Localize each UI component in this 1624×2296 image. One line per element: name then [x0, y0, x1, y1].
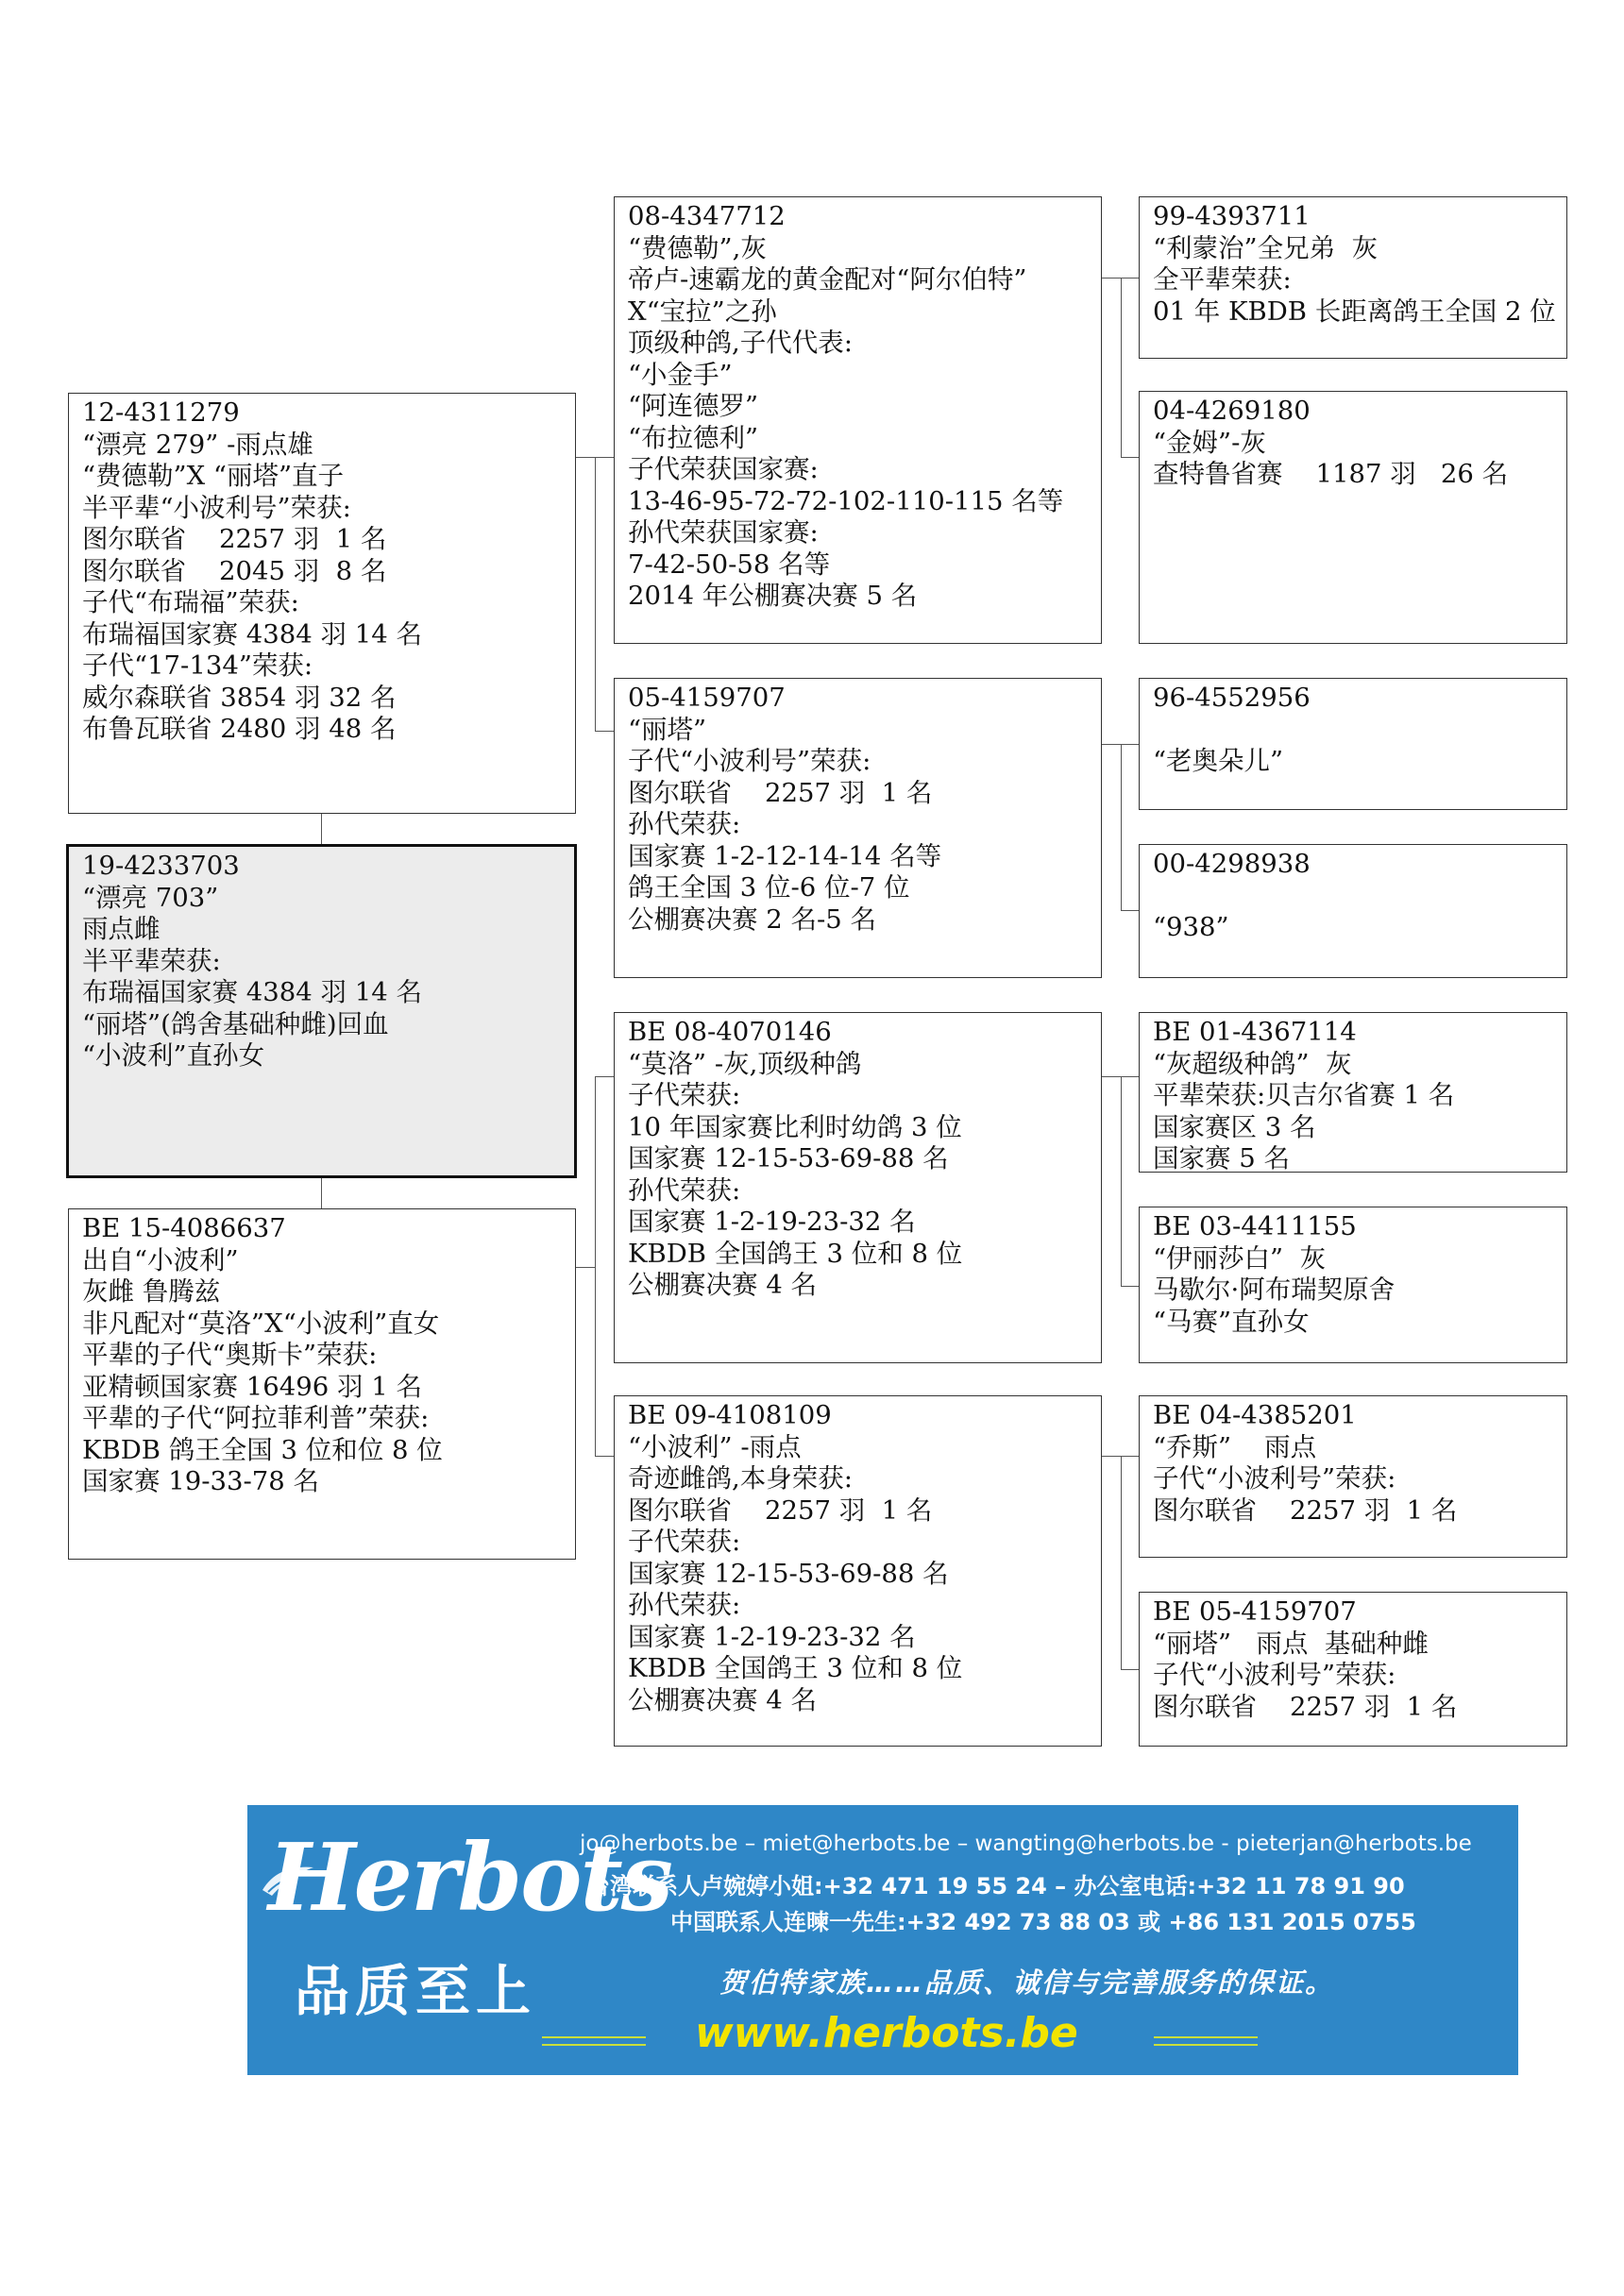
pedigree-line: 国家赛 12-15-53-69-88 名	[628, 1558, 949, 1589]
pedigree-line: “马赛”直孙女	[1153, 1306, 1310, 1337]
pedigree-line: 19-4233703	[82, 851, 240, 881]
pedigree-line: 帝卢-速霸龙的黄金配对“阿尔伯特”	[628, 264, 1027, 295]
pedigree-line: 孙代荣获:	[628, 809, 741, 839]
herbots-banner	[247, 1805, 1518, 2075]
dam-box	[68, 1208, 576, 1560]
pedigree-line: 半平辈“小波利号”荣获:	[82, 492, 351, 523]
pedigree-line: 子代“小波利号”荣获:	[1153, 1463, 1396, 1494]
pedigree-line: 查特鲁省赛 1187 羽 26 名	[1153, 459, 1509, 489]
pedigree-line: “费德勒”,灰	[628, 232, 767, 263]
pedigree-line: 子代“小波利号”荣获:	[628, 746, 871, 776]
pedigree-line: 国家赛 1-2-19-23-32 名	[628, 1621, 916, 1652]
connector-dam-out	[576, 1267, 595, 1268]
pedigree-line: 7-42-50-58 名等	[628, 549, 831, 580]
connector-ds-dss	[1121, 1076, 1139, 1077]
banner-motto: 贺伯特家族……品质、诚信与完善服务的保证。	[719, 1967, 1335, 1999]
connector-sd-out	[1102, 744, 1121, 745]
pedigree-line: 04-4269180	[1153, 396, 1311, 426]
pedigree-line: 平辈的子代“阿拉菲利普”荣获:	[82, 1403, 430, 1433]
pedigree-line: 01 年 KBDB 长距离鸽王全国 2 位	[1153, 295, 1556, 327]
connector-subject-dam	[321, 1178, 322, 1208]
dam-sire-box	[614, 1012, 1102, 1363]
connector-sire-ss	[595, 457, 614, 458]
pedigree-line: 平辈荣获:贝吉尔省赛 1 名	[1153, 1080, 1455, 1110]
pedigree-line: 99-4393711	[1153, 201, 1311, 231]
dss-box	[1139, 1012, 1567, 1173]
pedigree-line: 顶级种鸽,子代代表:	[628, 328, 854, 358]
pedigree-line: 马歇尔·阿布瑞契原舍	[1153, 1275, 1396, 1305]
connector-dd-dds	[1121, 1456, 1139, 1457]
pedigree-line: “丽塔”	[628, 714, 707, 745]
pedigree-line: 灰雌 鲁腾兹	[82, 1276, 221, 1307]
banner-website-link[interactable]: www.herbots.be	[695, 2009, 1078, 2057]
connector-sd-sds	[1121, 744, 1139, 745]
pedigree-line: “丽塔”(鸽舍基础种雌)回血	[82, 1008, 389, 1039]
pedigree-line: 13-46-95-72-72-102-110-115 名等	[628, 485, 1064, 516]
pedigree-line: 布瑞福国家赛 4384 羽 14 名	[82, 977, 422, 1007]
pedigree-line: BE 05-4159707	[1153, 1596, 1357, 1627]
pedigree-line: 奇迹雌鸽,本身荣获:	[628, 1463, 854, 1494]
pedigree-line: BE 04-4385201	[1153, 1400, 1357, 1430]
ssd-box	[1139, 391, 1567, 644]
pedigree-line: “布拉德利”	[628, 422, 759, 453]
connector-dd-ddd	[1121, 1669, 1139, 1670]
connector-ss-out	[1102, 278, 1121, 279]
pedigree-line: BE 03-4411155	[1153, 1211, 1357, 1241]
subject-box	[66, 844, 577, 1178]
pedigree-line: 图尔联省 2257 羽 1 名	[1153, 1494, 1458, 1526]
sire-dam-box	[614, 678, 1102, 978]
pedigree-line: 全平辈荣获:	[1153, 264, 1292, 295]
pedigree-line: 图尔联省 2257 羽 1 名	[628, 777, 933, 808]
connector-sire-sd	[595, 731, 614, 732]
pedigree-line: 96-4552956	[1153, 683, 1311, 713]
pedigree-line: 国家赛 19-33-78 名	[82, 1466, 320, 1496]
pedigree-line: 非凡配对“莫洛”X“小波利”直女	[82, 1308, 440, 1339]
banner-taiwan-contact: 台湾联系人卢婉婷小姐:+32 471 19 55 24 – 办公室电话:+32 11 78 91 90	[587, 1873, 1405, 1899]
pedigree-line: 子代“17-134”荣获:	[82, 650, 313, 681]
connector-sd-bracket	[1121, 744, 1122, 910]
pedigree-line: 雨点雌	[82, 914, 161, 944]
pedigree-line: “938”	[1153, 912, 1229, 942]
pedigree-line: 08-4347712	[628, 201, 786, 231]
connector-ds-out	[1102, 1076, 1121, 1077]
pedigree-line: 子代荣获:	[628, 1527, 741, 1557]
sdd-box	[1139, 844, 1567, 978]
pedigree-line: KBDB 全国鸽王 3 位和 8 位	[628, 1653, 963, 1683]
pedigree-line: “漂亮 279” -雨点雄	[82, 429, 313, 460]
pedigree-line: 孙代荣获国家赛:	[628, 517, 819, 548]
pedigree-line: “莫洛” -灰,顶级种鸽	[628, 1048, 862, 1079]
connector-ss-ssd	[1121, 457, 1139, 458]
pedigree-line: “金姆”-灰	[1153, 427, 1266, 458]
banner-accent-right	[1154, 2036, 1258, 2046]
pedigree-line: X“宝拉”之孙	[628, 295, 777, 327]
sss-box	[1139, 196, 1567, 359]
pedigree-line: 公棚赛决赛 4 名	[628, 1270, 817, 1300]
pedigree-line: BE 08-4070146	[628, 1017, 832, 1047]
pedigree-line: 鸽王全国 3 位-6 位-7 位	[628, 872, 910, 903]
connector-dam-ds	[595, 1076, 614, 1077]
connector-ds-bracket	[1121, 1076, 1122, 1286]
pedigree-line: 2014 年公棚赛决赛 5 名	[628, 581, 918, 611]
pedigree-line: 12-4311279	[82, 397, 240, 428]
connector-ds-dsd	[1121, 1286, 1139, 1287]
pedigree-line: 威尔森联省 3854 羽 32 名	[82, 682, 397, 713]
dam-dam-box	[614, 1395, 1102, 1747]
pedigree-line: 05-4159707	[628, 683, 786, 713]
sire-sire-box	[614, 196, 1102, 644]
pedigree-line: “利蒙治”全兄弟 灰	[1153, 232, 1379, 263]
pedigree-line: “伊丽莎白” 灰	[1153, 1242, 1327, 1274]
connector-ss-sss	[1121, 278, 1139, 279]
connector-sire-out	[576, 457, 595, 458]
pedigree-line: 布瑞福国家赛 4384 羽 14 名	[82, 618, 422, 650]
pedigree-line: 国家赛 12-15-53-69-88 名	[628, 1143, 949, 1173]
pedigree-line: BE 01-4367114	[1153, 1017, 1357, 1047]
pedigree-line: 图尔联省 2257 羽 1 名	[82, 524, 387, 554]
pedigree-line: “灰超级种鸽” 灰	[1153, 1048, 1352, 1079]
pedigree-line: 国家赛 1-2-19-23-32 名	[628, 1207, 916, 1237]
banner-emails[interactable]: jo@herbots.be – miet@herbots.be – wangting@herbots.be - pieterjan@herbots.be	[580, 1832, 1472, 1856]
pedigree-line: KBDB 鸽王全国 3 位和位 8 位	[82, 1434, 443, 1465]
pedigree-line: 00-4298938	[1153, 849, 1311, 879]
pedigree-line: 10 年国家赛比利时幼鸽 3 位	[628, 1111, 962, 1142]
pedigree-line: 公棚赛决赛 2 名-5 名	[628, 903, 877, 935]
pedigree-line: BE 15-4086637	[82, 1213, 286, 1243]
pedigree-line	[1153, 881, 1553, 913]
sire-box	[68, 393, 576, 814]
pedigree-line: “乔斯” 雨点	[1153, 1431, 1317, 1462]
pedigree-line: 平辈的子代“奥斯卡”荣获:	[82, 1340, 378, 1370]
pedigree-line: 孙代荣获:	[628, 1590, 741, 1620]
connector-dam-dd	[595, 1456, 614, 1457]
pedigree-line: 国家赛区 3 名	[1153, 1111, 1316, 1142]
pedigree-line: “小金手”	[628, 359, 733, 390]
connector-dam-bracket	[595, 1076, 596, 1456]
pedigree-line: 图尔联省 2257 羽 1 名	[628, 1494, 933, 1526]
pedigree-line: “小波利” -雨点	[628, 1431, 802, 1462]
pedigree-line	[1153, 715, 1553, 747]
pedigree-line: 布鲁瓦联省 2480 羽 48 名	[82, 714, 397, 744]
pedigree-line: 国家赛 5 名	[1153, 1143, 1290, 1173]
connector-dd-out	[1102, 1456, 1121, 1457]
pedigree-line: 图尔联省 2045 羽 8 名	[82, 555, 387, 586]
sds-box	[1139, 678, 1567, 810]
pedigree-line: 子代荣获国家赛:	[628, 454, 819, 484]
pedigree-line: 亚精顿国家赛 16496 羽 1 名	[82, 1371, 422, 1402]
connector-sd-sdd	[1121, 910, 1139, 911]
pedigree-line: 图尔联省 2257 羽 1 名	[1153, 1691, 1458, 1722]
pedigree-line: 出自“小波利”	[82, 1244, 239, 1275]
pedigree-line: 国家赛 1-2-12-14-14 名等	[628, 840, 942, 871]
ddd-box	[1139, 1592, 1567, 1747]
pedigree-line: “费德勒”X “丽塔”直子	[82, 461, 345, 491]
pedigree-line: 子代荣获:	[628, 1080, 741, 1110]
pedigree-line: “丽塔” 雨点 基础种雌	[1153, 1628, 1429, 1659]
banner-china-contact: 中国联系人连暕一先生:+32 492 73 88 03 或 +86 131 2015 0755	[670, 1909, 1416, 1935]
pedigree-line: “阿连德罗”	[628, 391, 759, 421]
connector-sire-bracket	[595, 457, 596, 731]
pedigree-line: 半平辈荣获:	[82, 945, 221, 976]
connector-dd-bracket	[1121, 1456, 1122, 1669]
connector-ss-bracket	[1121, 278, 1122, 457]
dds-box	[1139, 1395, 1567, 1558]
pedigree-line: 孙代荣获:	[628, 1174, 741, 1206]
pedigree-line: 子代“布瑞福”荣获:	[82, 587, 299, 617]
pedigree-line: KBDB 全国鸽王 3 位和 8 位	[628, 1238, 963, 1269]
connector-sire-subject	[321, 814, 322, 844]
pedigree-line: “漂亮 703”	[82, 882, 219, 913]
banner-slogan: 品质至上	[295, 1959, 537, 2023]
pedigree-line: “老奥朵儿”	[1153, 746, 1284, 776]
pedigree-line: “小波利”直孙女	[82, 1040, 265, 1071]
herbots-logo: Herbots	[268, 1824, 671, 1933]
pedigree-line: 公棚赛决赛 4 名	[628, 1684, 817, 1715]
dsd-box	[1139, 1207, 1567, 1363]
banner-accent-left	[542, 2036, 646, 2046]
pedigree-line: 子代“小波利号”荣获:	[1153, 1660, 1396, 1690]
pedigree-line: BE 09-4108109	[628, 1400, 832, 1430]
